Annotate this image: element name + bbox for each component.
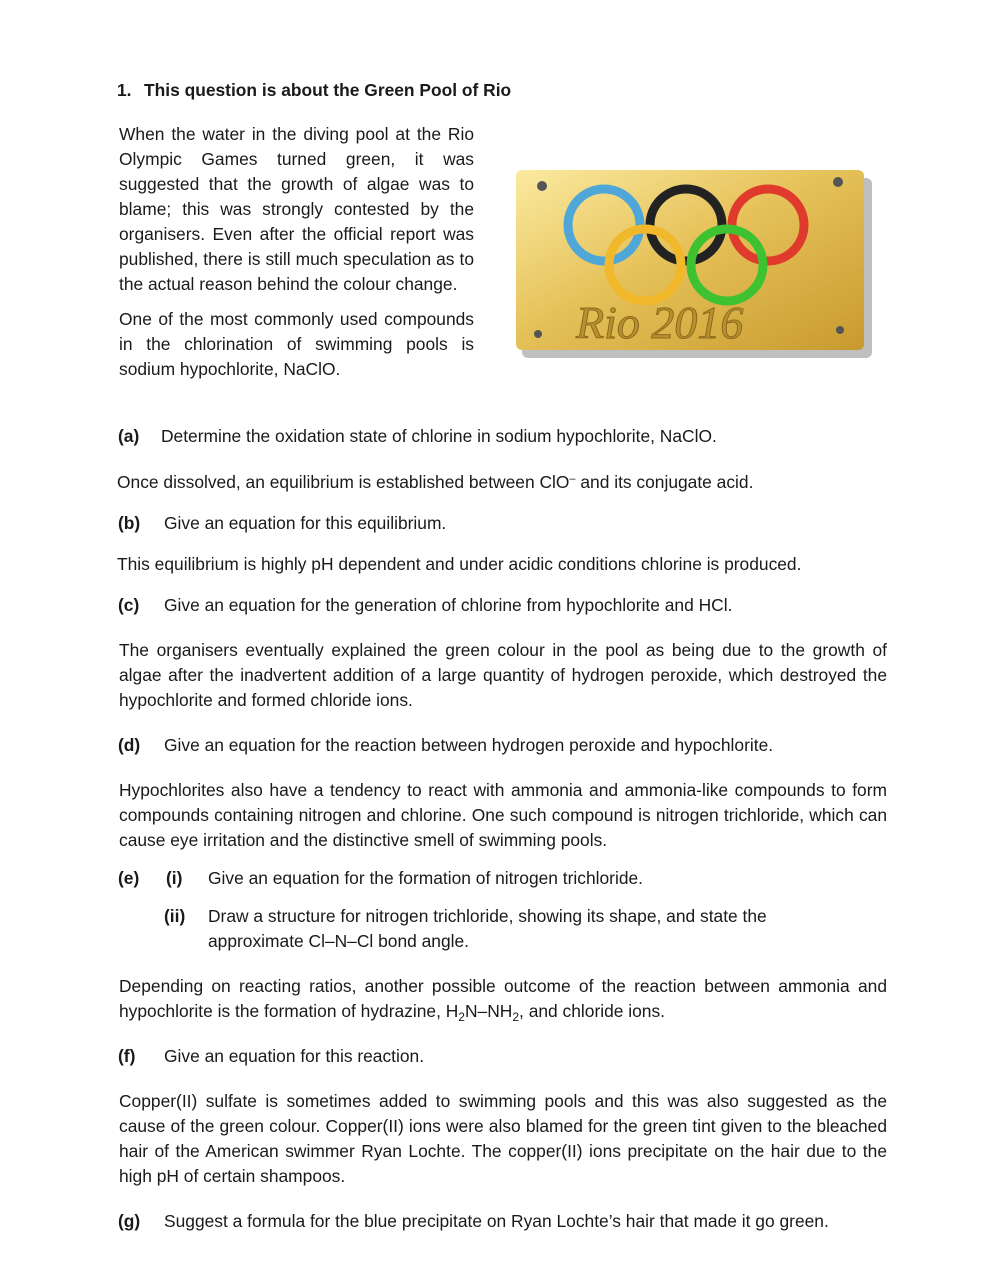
part-g-text: Suggest a formula for the blue precipitate on Ryan Lochte’s hair that made it go green. bbox=[164, 1211, 829, 1231]
part-d-intro: The organisers eventually explained the green colour in the pool as being due to the growth of algae after the inadvertent addition of a large quantity of hydrogen peroxide, which destroyed the hypochlorite and formed chloride ions. bbox=[119, 640, 887, 710]
screw-icon bbox=[537, 181, 547, 191]
part-e-i bbox=[118, 866, 643, 891]
part-e-i-text: Give an equation for the formation of nitrogen trichloride. bbox=[208, 868, 644, 888]
part-g-label: (g) bbox=[118, 1211, 141, 1231]
intro-paragraph-1: When the water in the diving pool at the Rio Olympic Games turned green, it was suggested that the growth of algae was to blame; this was strongly contested by the organisers. Even after the official report was published, there is still much speculation as to the actual reason behind the colour change. bbox=[119, 124, 474, 294]
question-number: 1. bbox=[117, 80, 132, 100]
rio-2016-olympic-plaque-image bbox=[516, 170, 874, 360]
part-c-intro: This equilibrium is highly pH dependent and under acidic conditions chlorine is produced. bbox=[117, 554, 802, 574]
part-a bbox=[118, 424, 717, 449]
part-g bbox=[118, 1209, 829, 1234]
part-f-intro: Depending on reacting ratios, another possible outcome of the reaction between ammonia and hypochlorite is the formation of hydrazine, $H_2N-NH_2$, and chloride ions. bbox=[119, 976, 887, 1024]
olympic-rings-image bbox=[516, 170, 874, 360]
part-f-text: Give an equation for this reaction. bbox=[164, 1046, 425, 1066]
screw-icon bbox=[833, 177, 843, 187]
part-c bbox=[118, 593, 732, 618]
intro-paragraph-2: One of the most commonly used compounds in the chlorination of swimming pools is sodium hypochlorite, NaClO. bbox=[119, 309, 474, 379]
part-b bbox=[118, 511, 446, 536]
part-b-label: (b) bbox=[118, 513, 141, 533]
part-b-intro: Once dissolved, an equilibrium is established between ClO– and its conjugate acid. bbox=[117, 472, 754, 492]
part-e-ii-label: (ii) bbox=[164, 906, 186, 926]
part-e-ii-text: Draw a structure for nitrogen trichloride, showing its shape, and state the approximate Cl–N–Cl bond angle. bbox=[208, 906, 767, 951]
part-d-label: (d) bbox=[118, 735, 141, 755]
part-f bbox=[118, 1044, 424, 1069]
part-b-text: Give an equation for this equilibrium. bbox=[164, 513, 447, 533]
screw-icon bbox=[836, 326, 844, 334]
question-heading bbox=[117, 78, 511, 103]
intro-text bbox=[119, 122, 474, 382]
part-e-intro: Hypochlorites also have a tendency to react with ammonia and ammonia-like compounds to form compounds containing nitrogen and chlorine. One such compound is nitrogen trichloride, which can cause eye irritation and the distinctive smell of swimming pools. bbox=[119, 780, 887, 850]
part-d-text: Give an equation for the reaction between hydrogen peroxide and hypochlorite. bbox=[164, 735, 774, 755]
screw-icon bbox=[534, 330, 542, 338]
part-e-label: (e) bbox=[118, 868, 140, 888]
part-g-intro: Copper(II) sulfate is sometimes added to swimming pools and this was also suggested as the cause of the green colour. Copper(II) ions were also blamed for the green tint given to the bleached hair of the American swimmer Ryan Lochte. The copper(II) ions precipitate on the hair due to the high pH of certain shampoos. bbox=[119, 1091, 887, 1186]
part-a-label: (a) bbox=[118, 426, 140, 446]
part-e-ii bbox=[164, 904, 814, 954]
part-d bbox=[118, 733, 773, 758]
part-e-i-label: (i) bbox=[166, 868, 183, 888]
part-c-label: (c) bbox=[118, 595, 140, 615]
part-f-label: (f) bbox=[118, 1046, 136, 1066]
part-a-text: Determine the oxidation state of chlorine in sodium hypochlorite, NaClO. bbox=[161, 426, 717, 446]
plaque-caption: Rio 2016 bbox=[576, 297, 744, 348]
question-title: This question is about the Green Pool of Rio bbox=[144, 80, 512, 100]
part-c-text: Give an equation for the generation of chlorine from hypochlorite and HCl. bbox=[164, 595, 733, 615]
